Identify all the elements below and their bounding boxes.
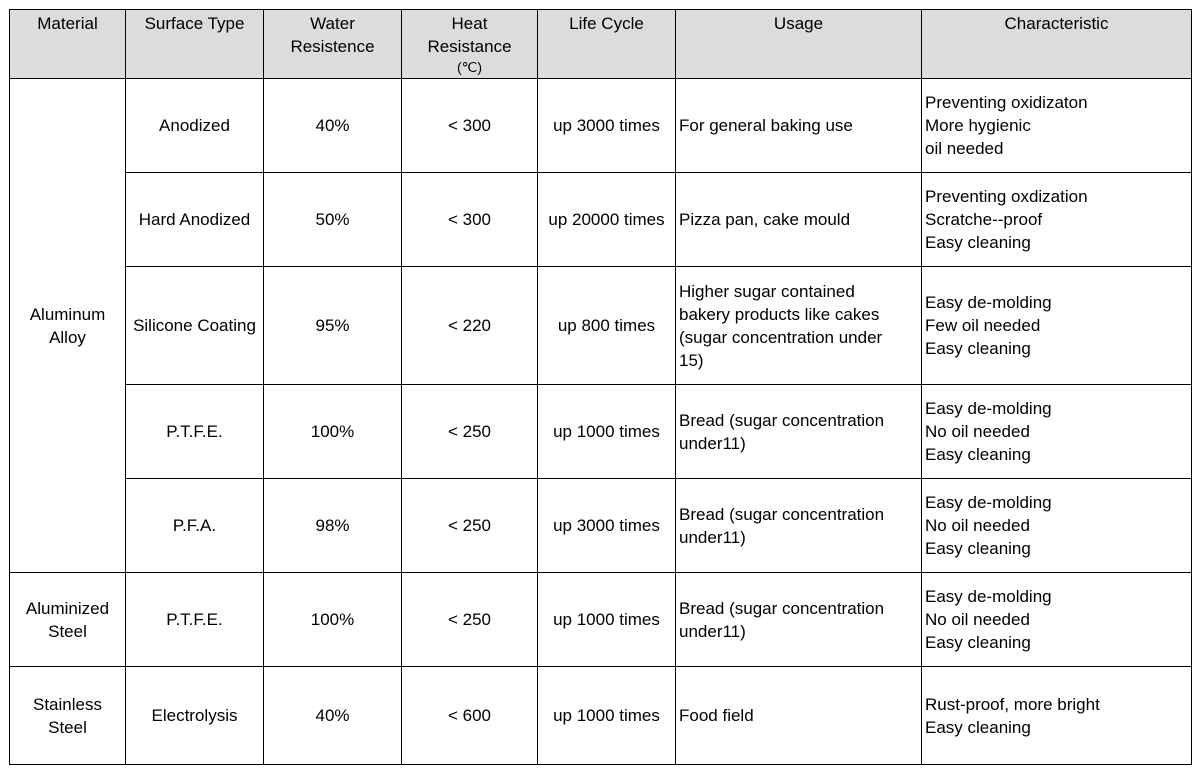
usage-cell [676,667,922,765]
table-row [10,479,1192,573]
water-resistance-cell: 98% [264,479,402,573]
characteristic-line: Easy cleaning [925,539,1031,558]
characteristic-cell [922,267,1192,385]
header-characteristic: Characteristic [922,10,1192,79]
usage-cell [676,479,922,573]
header-water-line1: Water [310,14,355,33]
characteristic-line: Easy cleaning [925,633,1031,652]
characteristic-line: Easy de-molding [925,399,1052,418]
characteristic-line: Easy cleaning [925,233,1031,252]
surface-type-cell: Silicone Coating [126,267,264,385]
characteristic-cell [922,573,1192,667]
life-cycle-cell: up 800 times [538,267,676,385]
water-resistance-cell: 50% [264,173,402,267]
heat-resistance-cell: < 250 [402,385,538,479]
table-body [10,79,1192,765]
usage-line: For general baking use [679,116,853,135]
life-cycle-cell: up 1000 times [538,667,676,765]
table-row [10,267,1192,385]
life-cycle-cell: up 1000 times [538,385,676,479]
material-cell [10,667,126,765]
characteristic-cell [922,385,1192,479]
usage-cell [676,385,922,479]
usage-line: under11) [679,527,746,547]
table-row [10,573,1192,667]
characteristic-line: No oil needed [925,422,1030,441]
surface-type-cell: P.T.F.E. [126,385,264,479]
header-heat-line2: Resistance [427,37,512,56]
heat-resistance-cell: < 250 [402,573,538,667]
usage-line: Pizza pan, cake mould [679,210,851,229]
characteristic-cell [922,173,1192,267]
heat-resistance-cell: < 300 [402,173,538,267]
material-name-line2: Steel [48,717,87,737]
usage-cell [676,79,922,173]
heat-resistance-cell: < 220 [402,267,538,385]
usage-line: Bread (sugar concentration [679,410,885,430]
characteristic-line: Preventing oxdization [925,187,1088,206]
characteristic-line: More hygienic [925,116,1031,135]
surface-type-cell: Electrolysis [126,667,264,765]
characteristic-line: Easy cleaning [925,445,1031,464]
surface-type-cell: P.F.A. [126,479,264,573]
heat-resistance-cell: < 600 [402,667,538,765]
header-life-cycle: Life Cycle [538,10,676,79]
material-name-line1: Stainless [33,694,102,714]
characteristic-line: No oil needed [925,610,1030,629]
header-heat-line1: Heat [451,14,488,33]
material-name-line1: Aluminized [25,598,110,618]
characteristic-line: Rust-proof, more bright [925,694,1100,714]
usage-line: under11) [679,433,746,453]
life-cycle-cell: up 1000 times [538,573,676,667]
usage-cell [676,573,922,667]
usage-line: 15) [679,350,704,370]
water-resistance-cell: 40% [264,667,402,765]
usage-line: bakery products like cakes [679,304,880,324]
header-surface-type: Surface Type [126,10,264,79]
characteristic-line: No oil needed [925,516,1030,535]
usage-line: Bread (sugar concentration [679,504,885,524]
material-name-line2: Alloy [49,327,86,347]
characteristic-line: Easy de-molding [925,587,1052,606]
usage-line: (sugar concentration under [679,327,883,347]
header-usage: Usage [676,10,922,79]
usage-line: Food field [679,706,754,725]
life-cycle-cell: up 3000 times [538,79,676,173]
heat-resistance-cell: < 250 [402,479,538,573]
life-cycle-cell: up 20000 times [538,173,676,267]
usage-cell [676,173,922,267]
characteristic-cell [922,667,1192,765]
surface-type-cell: P.T.F.E. [126,573,264,667]
header-heat-unit: (℃) [456,59,483,75]
header-row [10,10,1192,79]
bakeware-surface-table [9,9,1192,765]
table-row [10,173,1192,267]
header-material: Material [10,10,126,79]
characteristic-cell [922,479,1192,573]
table-row [10,385,1192,479]
water-resistance-cell: 100% [264,573,402,667]
header-water-line2: Resistence [290,37,375,56]
characteristic-cell [922,79,1192,173]
usage-cell [676,267,922,385]
table-row [10,79,1192,173]
header-heat-resistance [402,10,538,79]
table-header [10,10,1192,79]
surface-type-cell: Anodized [126,79,264,173]
usage-line: under11) [679,621,746,641]
usage-line: Bread (sugar concentration [679,598,885,618]
heat-resistance-cell: < 300 [402,79,538,173]
life-cycle-cell: up 3000 times [538,479,676,573]
characteristic-line: Few oil needed [925,316,1041,335]
material-cell [10,573,126,667]
characteristic-line: Scratche--proof [925,210,1043,229]
characteristic-line: Easy cleaning [925,717,1031,737]
water-resistance-cell: 95% [264,267,402,385]
usage-line: Higher sugar contained [679,281,855,301]
material-cell [10,79,126,573]
water-resistance-cell: 40% [264,79,402,173]
characteristic-line: oil needed [925,139,1004,158]
characteristic-line: Easy de-molding [925,493,1052,512]
characteristic-line: Preventing oxidizaton [925,93,1088,112]
characteristic-line: Easy cleaning [925,339,1031,358]
header-water-resistance [264,10,402,79]
material-name-line2: Steel [48,621,87,641]
characteristic-line: Easy de-molding [925,293,1052,312]
table-container [9,9,1192,765]
water-resistance-cell: 100% [264,385,402,479]
material-name-line1: Aluminum [29,304,106,324]
surface-type-cell: Hard Anodized [126,173,264,267]
table-row [10,667,1192,765]
